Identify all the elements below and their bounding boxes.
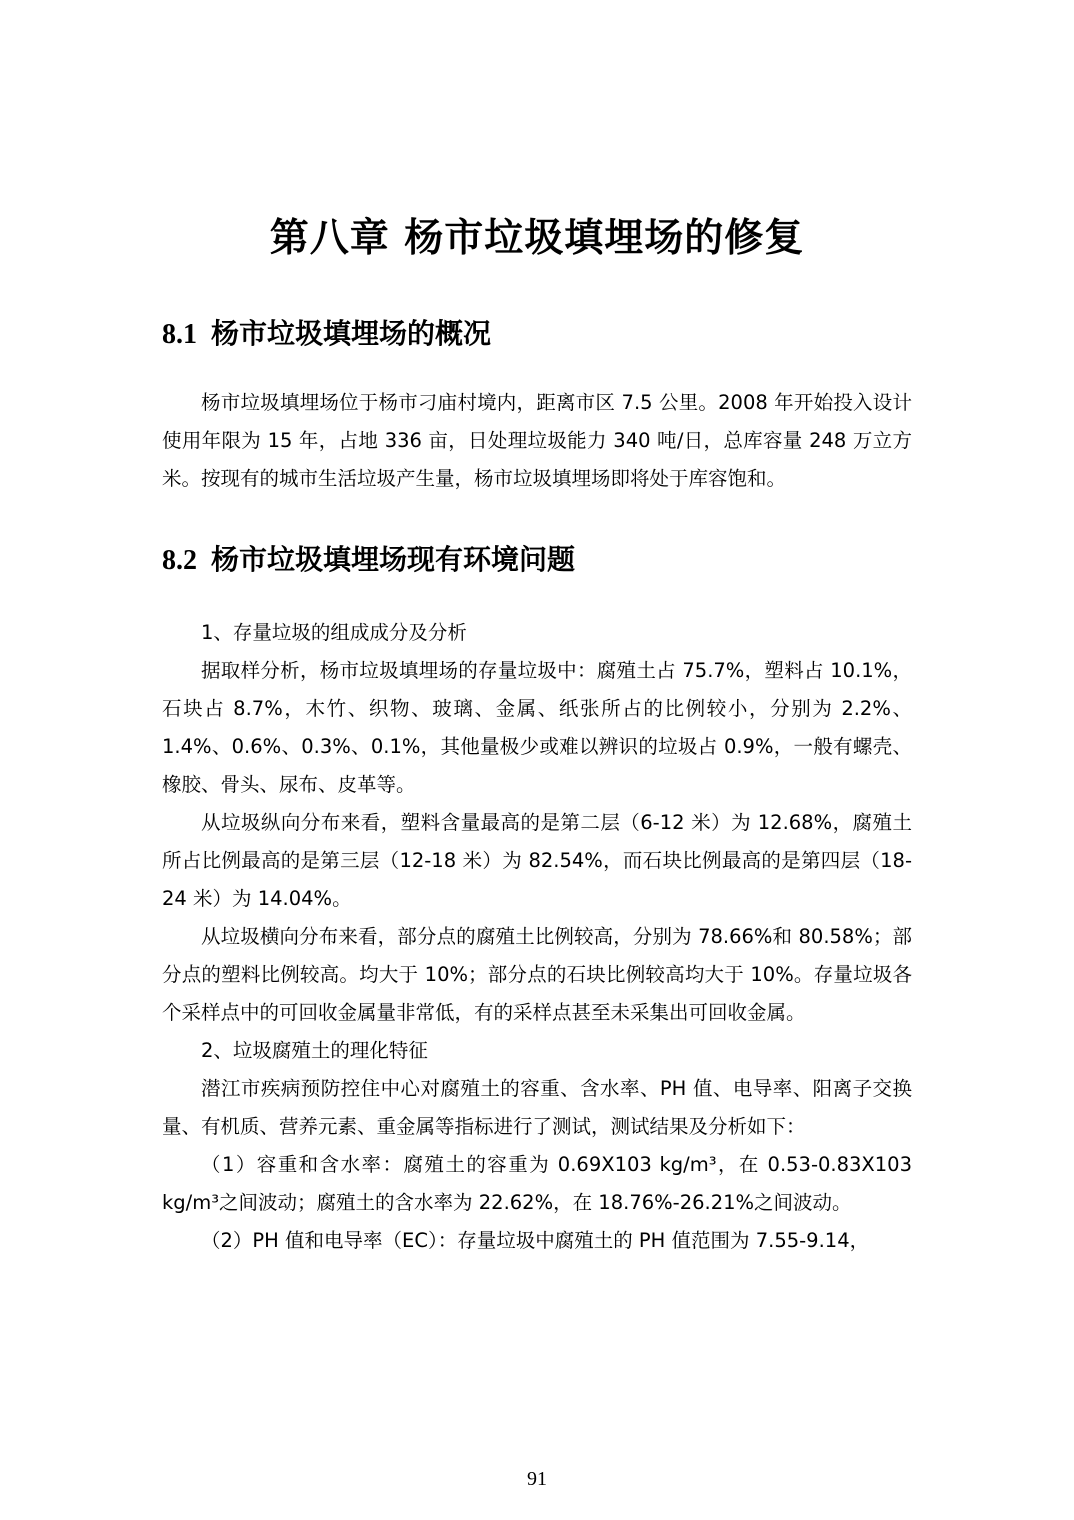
- section-8-1-body: [162, 384, 912, 498]
- section-title-text: 杨市垃圾填埋场的概况: [211, 317, 492, 350]
- paragraph: （1）容重和含水率：腐殖土的容重为 0.69X103 kg/m³，在 0.53-0.83X103 kg/m³之间波动；腐殖土的含水率为 22.62%，在 18.76%-26.21%之间波动。: [162, 1153, 912, 1214]
- paragraph: 杨市垃圾填埋场位于杨市刁庙村境内，距离市区 7.5 公里。2008 年开始投入设计使用年限为 15 年，占地 336 亩，日处理垃圾能力 340 吨/日，总库容量 248 万立方米。按现有的城市生活垃圾产生量，杨市垃圾填埋场即将处于库容饱和。: [162, 391, 912, 490]
- subheading-2: 2、垃圾腐殖土的理化特征: [201, 1039, 428, 1062]
- paragraph: 潜江市疾病预防控住中心对腐殖土的容重、含水率、PH 值、电导率、阳离子交换量、有机质、营养元素、重金属等指标进行了测试，测试结果及分析如下：: [162, 1077, 912, 1138]
- section-number: 8.2: [162, 545, 197, 576]
- section-title-text: 杨市垃圾填埋场现有环境问题: [211, 543, 576, 576]
- page-number: 91: [527, 1468, 547, 1490]
- paragraph: （2）PH 值和电导率（EC）：存量垃圾中腐殖土的 PH 值范围为 7.55-9.14，: [201, 1229, 870, 1252]
- chapter-title: 第八章 杨市垃圾填埋场的修复: [269, 215, 805, 261]
- paragraph: 从垃圾横向分布来看，部分点的腐殖土比例较高，分别为 78.66%和 80.58%；部分点的塑料比例较高。均大于 10%；部分点的石块比例较高均大于 10%。存量垃圾各个采样点中的可回收金属量非常低，有的采样点甚至未采集出可回收金属。: [162, 925, 912, 1024]
- section-8-2-body: [162, 614, 912, 1260]
- section-heading-8-2: [162, 540, 575, 581]
- subheading-1: 1、存量垃圾的组成成分及分析: [201, 621, 467, 644]
- section-heading-8-1: [162, 314, 491, 355]
- paragraph: 从垃圾纵向分布来看，塑料含量最高的是第二层（6-12 米）为 12.68%，腐殖土所占比例最高的是第三层（12-18 米）为 82.54%，而石块比例最高的是第四层（18-24 米）为 14.04%。: [162, 811, 912, 910]
- paragraph: 据取样分析，杨市垃圾填埋场的存量垃圾中：腐殖土占 75.7%，塑料占 10.1%，石块占 8.7%，木竹、织物、玻璃、金属、纸张所占的比例较小，分别为 2.2%、1.4%、0.6%、0.3%、0.1%，其他量极少或难以辨识的垃圾占 0.9%，一般有螺壳、橡胶、骨头、尿布、皮革等。: [162, 659, 912, 796]
- section-number: 8.1: [162, 319, 197, 350]
